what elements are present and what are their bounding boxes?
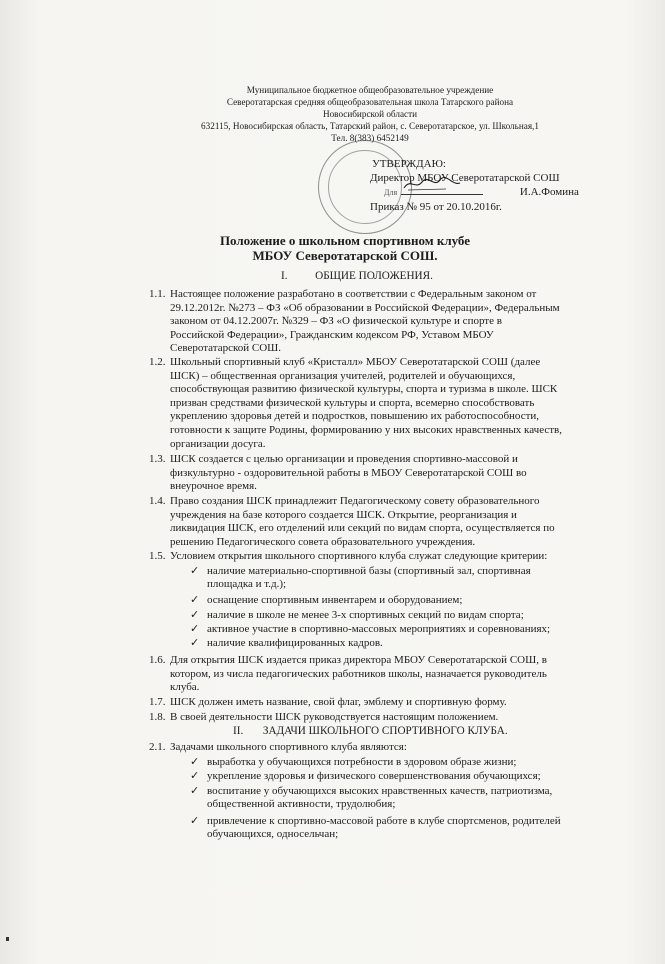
- check-item: [190, 769, 541, 782]
- org-address: 632115, Новосибирская область, Татарский район, с. Северотатарское, ул. Школьная,1: [201, 121, 539, 131]
- text-line: 29.12.2012г. №273 – ФЗ «Об образовании в Российской Федерации», Федеральным: [170, 301, 560, 314]
- item-number: 1.1.: [149, 288, 166, 300]
- approval-order: Приказ № 95 от 20.10.2016г.: [370, 201, 502, 213]
- checkmark-icon: ✓: [190, 608, 200, 621]
- paragraph-1-8: [170, 711, 498, 725]
- item-number: 1.8.: [149, 711, 166, 723]
- text-line: организации досуга.: [170, 437, 266, 450]
- checkmark-icon: ✓: [190, 814, 200, 827]
- text-line: укрепление здоровья и физического совершенствования обучающихся;: [207, 770, 541, 782]
- approval-block: [370, 157, 640, 214]
- text-line: наличие материально-спортивной базы (спортивный зал, спортивная: [207, 565, 531, 577]
- item-number: 1.6.: [149, 654, 166, 666]
- item-number: 1.4.: [149, 495, 166, 507]
- text-line: Для открытия ШСК издается приказ директора МБОУ Северотатарской СОШ, в: [170, 654, 547, 666]
- document-title: [180, 233, 510, 263]
- text-line: физкультурно - оздоровительной работы в МБОУ Северотатарской СОШ во: [170, 466, 527, 479]
- paragraph-1-7: [170, 696, 507, 710]
- section-1-roman: I.: [281, 270, 288, 282]
- check-item: [190, 564, 531, 590]
- section-2-title: ЗАДАЧИ ШКОЛЬНОГО СПОРТИВНОГО КЛУБА.: [262, 725, 508, 737]
- paragraph-2-1: [170, 741, 407, 755]
- title-line-2: МБОУ Северотатарской СОШ.: [252, 248, 438, 263]
- approval-signatory: И.А.Фомина: [519, 186, 579, 198]
- text-line: учреждения на базе которого создается ШСК. Открытие, реорганизация и: [170, 508, 517, 521]
- org-line-2: Северотатарская средняя общеобразовательная школа Татарского района: [226, 97, 514, 107]
- check-item: [190, 784, 553, 810]
- org-line-3: Новосибирской области: [322, 109, 418, 119]
- text-line: обучающихся, односельчан;: [207, 828, 339, 840]
- paragraph-1-1: [170, 288, 560, 356]
- org-phone: Тел. 8(383) 6452149: [331, 133, 409, 143]
- approval-heading: УТВЕРЖДАЮ:: [372, 158, 446, 170]
- text-line: оснащение спортивным инвентарем и оборудованием;: [207, 594, 463, 606]
- checkmark-icon: ✓: [190, 622, 200, 635]
- section-1-title: ОБЩИЕ ПОЛОЖЕНИЯ.: [315, 270, 433, 282]
- text-line: способствующая развитию физической культуры, спорта и туризма в школе. ШСК: [170, 383, 558, 396]
- approval-position: Директор МБОУ Северотатарской СОШ: [370, 172, 560, 184]
- check-item: [190, 593, 463, 606]
- org-header: [150, 84, 590, 144]
- paragraph-1-5: [170, 550, 547, 564]
- item-number: 1.3.: [149, 453, 166, 465]
- check-item: [190, 755, 517, 768]
- check-item: [190, 622, 551, 635]
- text-line: ШСК должен иметь название, свой флаг, эмблему и спортивную форму.: [170, 696, 507, 708]
- item-number: 1.7.: [149, 696, 166, 708]
- text-line: В своей деятельности ШСК руководствуется настоящим положением.: [170, 711, 499, 723]
- paragraph-1-6: [170, 654, 547, 695]
- check-item: [190, 608, 524, 621]
- text-line: Право создания ШСК принадлежит Педагогическому совету образовательного: [170, 495, 540, 507]
- paragraph-1-3: [170, 453, 527, 494]
- text-line: привлечение к спортивно-массовой работе в клубе спортсменов, родителей: [207, 815, 561, 827]
- scan-speck: [6, 937, 9, 941]
- signature-line: [401, 185, 483, 195]
- text-line: выработка у обучающихся потребности в здоровом образе жизни;: [207, 756, 517, 768]
- section-2-heading: [233, 725, 508, 737]
- paragraph-1-4: [170, 495, 555, 549]
- checkmark-icon: ✓: [190, 564, 200, 577]
- text-line: внеурочное время.: [170, 480, 257, 493]
- section-1-heading: [281, 270, 433, 282]
- text-line: решению Педагогического совета образовательного учреждения.: [170, 535, 476, 548]
- item-number: 1.2.: [149, 356, 166, 368]
- text-line: клуба.: [170, 681, 200, 694]
- text-line: Задачами школьного спортивного клуба являются:: [170, 741, 407, 753]
- check-item: [190, 636, 383, 649]
- checkmark-icon: ✓: [190, 593, 200, 606]
- paragraph-1-2: [170, 356, 562, 451]
- text-line: площадка и т.д.);: [207, 578, 287, 590]
- checkmark-icon: ✓: [190, 755, 200, 768]
- checkmark-icon: ✓: [190, 769, 200, 782]
- title-line-1: Положение о школьном спортивном клубе: [219, 233, 471, 248]
- item-number: 2.1.: [149, 741, 166, 753]
- text-line: активное участие в спортивно-массовых мероприятиях и соревнованиях;: [207, 623, 551, 635]
- text-line: котором, из числа педагогических работников школы, назначается руководитель: [170, 667, 547, 680]
- text-line: укреплению здоровья детей и подростков, повышению их работоспособности,: [170, 410, 540, 423]
- text-line: призван средствами физической культуры и спорта, всемерно способствовать: [170, 396, 535, 409]
- text-line: ШСК) – общественная организация учителей, родителей и обучающихся,: [170, 369, 516, 382]
- text-line: ШСК создается с целью организации и проведения спортивно-массовой и: [170, 453, 518, 465]
- text-line: готовности к защите Родины, формированию у них высоких нравственных качеств,: [170, 423, 562, 436]
- text-line: воспитание у обучающихся высоких нравственных качеств, патриотизма,: [207, 785, 553, 797]
- text-line: Школьный спортивный клуб «Кристалл» МБОУ Северотатарской СОШ (далее: [170, 356, 541, 368]
- text-line: Северотатарской СОШ.: [170, 342, 282, 355]
- text-line: Условием открытия школьного спортивного клуба служат следующие критерии:: [170, 550, 548, 562]
- text-line: законом от 04.12.2007г. №329 – ФЗ «О физической культуре и спорте в: [170, 315, 502, 328]
- approval-for-docs: Для: [384, 188, 398, 197]
- text-line: наличие в школе не менее 3-х спортивных секций по видам спорта;: [207, 609, 524, 621]
- text-line: общественной активности, трудолюбия;: [207, 798, 396, 810]
- item-number: 1.5.: [149, 550, 166, 562]
- text-line: Настоящее положение разработано в соответствии с Федеральным законом от: [170, 288, 537, 300]
- section-2-roman: II.: [233, 725, 244, 737]
- checkmark-icon: ✓: [190, 784, 200, 797]
- text-line: ликвидация ШСК, его отделений или секций по видам спорта, осуществляется по: [170, 522, 555, 535]
- checkmark-icon: ✓: [190, 636, 200, 649]
- check-item: [190, 814, 561, 840]
- text-line: Российской Федерации», Гражданским кодексом РФ, Уставом МБОУ: [170, 328, 494, 341]
- text-line: наличие квалифицированных кадров.: [207, 637, 383, 649]
- org-line-1: Муниципальное бюджетное общеобразовательное учреждение: [246, 85, 494, 95]
